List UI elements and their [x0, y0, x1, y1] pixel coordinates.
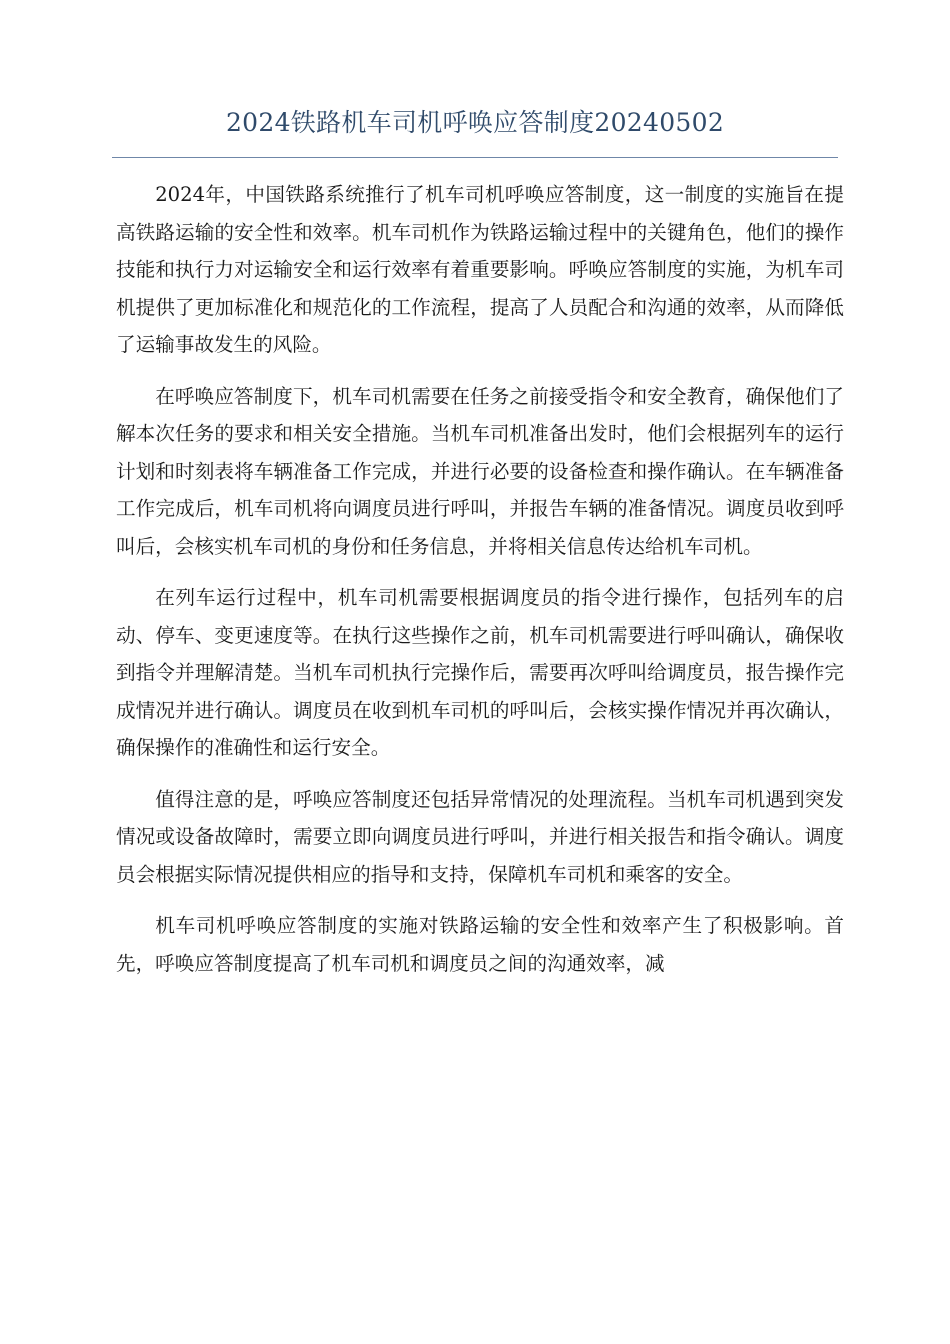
title-divider — [112, 157, 838, 158]
paragraph-5: 机车司机呼唤应答制度的实施对铁路运输的安全性和效率产生了积极影响。首先，呼唤应答制度提高了机车司机和调度员之间的沟通效率，减 — [116, 914, 844, 975]
document-title: 2024铁路机车司机呼唤应答制度20240502 — [225, 108, 725, 137]
document-body — [116, 176, 844, 996]
paragraph-1: 2024年，中国铁路系统推行了机车司机呼唤应答制度，这一制度的实施旨在提高铁路运输的安全性和效率。机车司机作为铁路运输过程中的关键角色，他们的操作技能和执行力对运输安全和运行效率有着重要影响。呼唤应答制度的实施，为机车司机提供了更加标准化和规范化的工作流程，提高了人员配合和沟通的效率，从而降低了运输事故发生的风险。 — [116, 183, 844, 356]
paragraph-2: 在呼唤应答制度下，机车司机需要在任务之前接受指令和安全教育，确保他们了解本次任务的要求和相关安全措施。当机车司机准备出发时，他们会根据列车的运行计划和时刻表将车辆准备工作完成，并进行必要的设备检查和操作确认。在车辆准备工作完成后，机车司机将向调度员进行呼叫，并报告车辆的准备情况。调度员收到呼叫后，会核实机车司机的身份和任务信息，并将相关信息传达给机车司机。 — [116, 384, 844, 558]
paragraph-3: 在列车运行过程中，机车司机需要根据调度员的指令进行操作，包括列车的启动、停车、变更速度等。在执行这些操作之前，机车司机需要进行呼叫确认，确保收到指令并理解清楚。当机车司机执行完操作后，需要再次呼叫给调度员，报告操作完成情况并进行确认。调度员在收到机车司机的呼叫后，会核实操作情况并再次确认，确保操作的准确性和运行安全。 — [116, 586, 844, 759]
paragraph-4: 值得注意的是，呼唤应答制度还包括异常情况的处理流程。当机车司机遇到突发情况或设备故障时，需要立即向调度员进行呼叫，并进行相关报告和指令确认。调度员会根据实际情况提供相应的指导和支持，保障机车司机和乘客的安全。 — [116, 787, 844, 886]
